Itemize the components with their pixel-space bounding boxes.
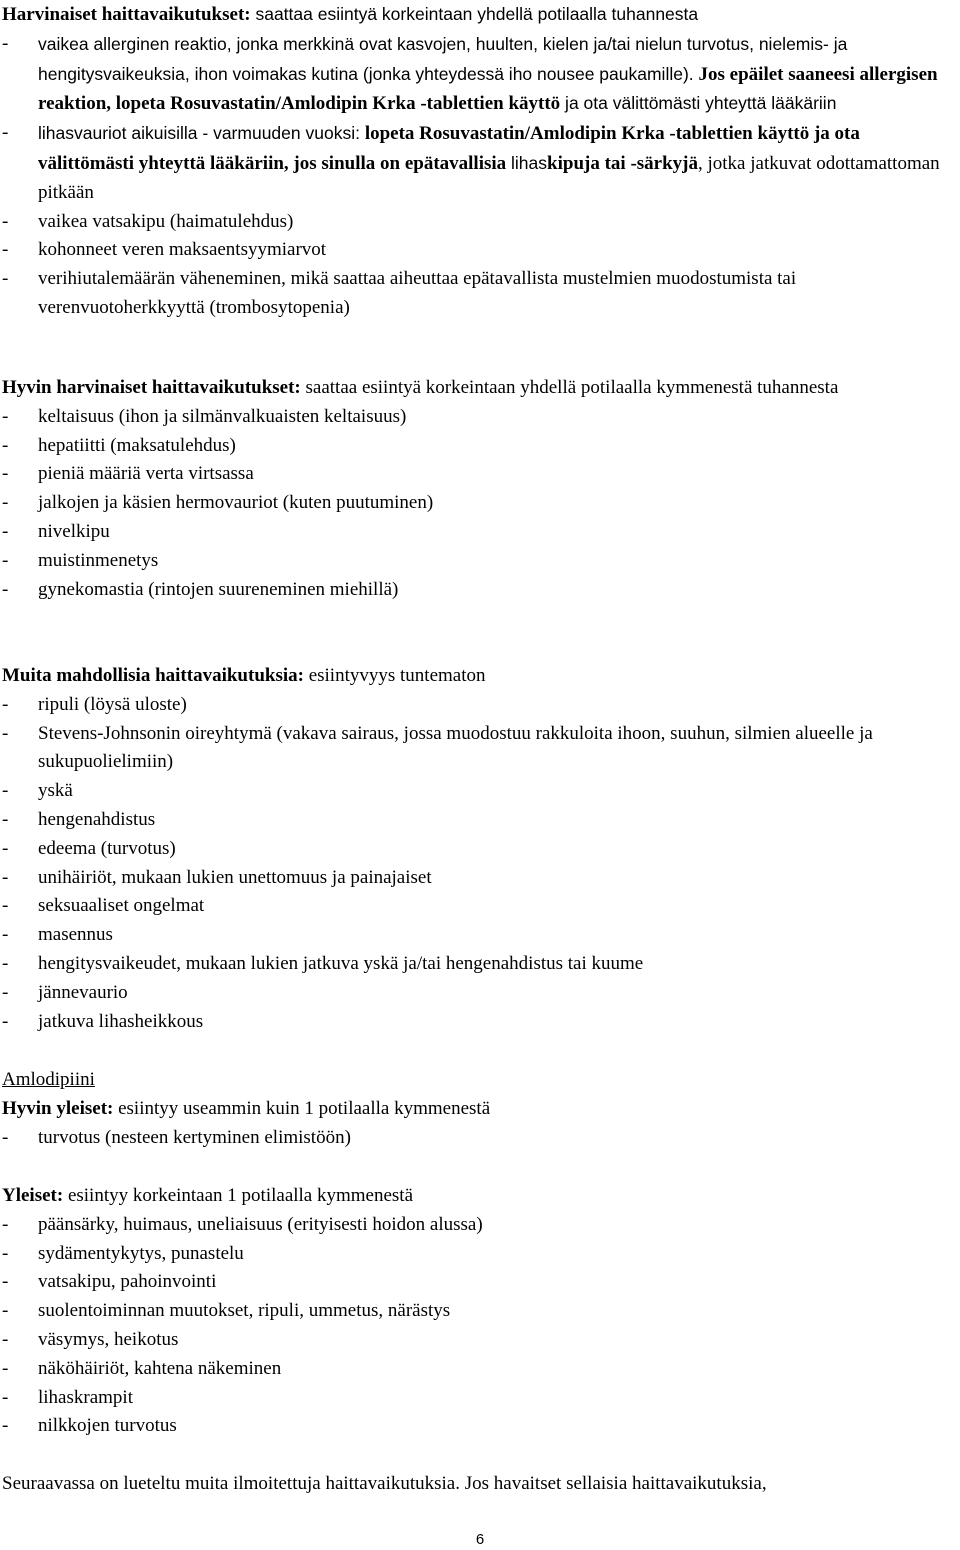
list-item (2, 236, 956, 265)
list-dash: - (2, 722, 9, 744)
list-item (2, 119, 956, 207)
section-heading (2, 374, 956, 403)
item-text: pieniä määriä verta virtsassa (38, 463, 254, 485)
section-title (2, 1066, 956, 1095)
list-dash: - (2, 780, 9, 802)
list-item (2, 30, 956, 119)
list-item (2, 720, 956, 778)
list-item (2, 489, 956, 518)
list-dash: - (2, 981, 9, 1003)
item-text: kohonneet veren maksaentsyymiarvot (38, 239, 327, 261)
list-item (2, 1412, 956, 1441)
item-text: jalkojen ja käsien hermovauriot (kuten puutuminen) (38, 492, 434, 514)
item-text: turvotus (nesteen kertyminen elimistöön) (38, 1126, 351, 1148)
item-text: hengitysvaikeudet, mukaan lukien jatkuva yskä ja/tai hengenahdistus tai kuume (38, 952, 644, 974)
item-text: nilkkojen turvotus (38, 1415, 177, 1437)
list-item (2, 1355, 956, 1384)
section-heading (2, 1182, 956, 1211)
list-dash: - (2, 895, 9, 917)
heading-label: Hyvin yleiset: (2, 1097, 114, 1119)
list-dash: - (2, 952, 9, 974)
heading-text: saattaa esiintyä korkeintaan yhdellä potilaalla kymmenestä tuhannesta (300, 377, 839, 398)
list-item (2, 979, 956, 1008)
item-bold-text: kipuja tai -särkyjä (547, 152, 698, 174)
item-text: keltaisuus (ihon ja silmänvalkuaisten keltaisuus) (38, 405, 407, 427)
heading-label: Harvinaiset haittavaikutukset: (2, 4, 251, 25)
item-text: väsymys, heikotus (38, 1328, 179, 1350)
list-item (2, 1268, 956, 1297)
item-text: lihasvauriot aikuisilla - varmuuden vuoksi: (38, 123, 365, 144)
list-item (2, 518, 956, 547)
list-item (2, 1124, 956, 1153)
item-text: lihaskrampit (38, 1386, 133, 1408)
item-text: masennus (38, 924, 113, 946)
item-text: seksuaaliset ongelmat (38, 895, 205, 917)
heading-label: Yleiset: (2, 1185, 64, 1206)
item-text: muistinmenetys (38, 549, 159, 571)
item-text: yskä (38, 780, 73, 802)
list-dash: - (2, 1386, 9, 1408)
list-dash: - (2, 268, 9, 290)
list-item (2, 777, 956, 806)
list-dash: - (2, 693, 9, 715)
closing-text: Seuraavassa on lueteltu muita ilmoitettuja haittavaikutuksia. Jos havaitset sellaisia haittavaikutuksia, (2, 1473, 767, 1494)
item-text: jännevaurio (38, 981, 128, 1003)
closing-paragraph (2, 1470, 956, 1499)
list-dash: - (2, 239, 9, 261)
item-bold-text: lopeta Rosuvastatin/Amlodipin Krka -tablettien käyttö ja ota välittömästi yhteyttä lääkäriin, jos sinulla on epätavallisia (38, 123, 860, 174)
section-rare (2, 0, 956, 323)
item-text: nivelkipu (38, 520, 110, 542)
list-item (2, 864, 956, 893)
heading-text: esiintyvyys tuntematon (303, 665, 486, 686)
list-item (2, 835, 956, 864)
list-dash: - (2, 1010, 9, 1032)
item-text: päänsärky, huimaus, uneliaisuus (erityisesti hoidon alussa) (38, 1213, 483, 1235)
heading-label: Muita mahdollisia haittavaikutuksia: (2, 665, 304, 686)
list-item (2, 1297, 956, 1326)
item-text: vatsakipu, pahoinvointi (38, 1271, 217, 1293)
list-dash: - (2, 1357, 9, 1379)
section-heading (2, 662, 956, 691)
list-item (2, 1326, 956, 1355)
item-text: hepatiitti (maksatulehdus) (38, 434, 236, 456)
list-dash: - (2, 924, 9, 946)
list-dash: - (2, 549, 9, 571)
list-dash: - (2, 492, 9, 514)
list-dash: - (2, 578, 9, 600)
heading-text: saattaa esiintyä korkeintaan yhdellä potilaalla tuhannesta (250, 4, 699, 24)
list-item (2, 1211, 956, 1240)
list-item (2, 1384, 956, 1413)
subsection-title: Amlodipiini (2, 1069, 95, 1090)
item-text: jatkuva lihasheikkous (38, 1010, 204, 1032)
list-dash: - (2, 1242, 9, 1264)
heading-text: esiintyy useammin kuin 1 potilaalla kymmenestä (113, 1097, 491, 1119)
list-dash: - (2, 1328, 9, 1350)
list-dash: - (2, 1271, 9, 1293)
list-dash: - (2, 1126, 9, 1148)
list-item (2, 950, 956, 979)
list-item (2, 1240, 956, 1269)
list-dash: - (2, 866, 9, 888)
list-item (2, 403, 956, 432)
item-text: Stevens-Johnsonin oireyhtymä (vakava sairaus, jossa muodostuu rakkuloita ihoon, suuhun, silmien alueelle ja sukupuolielimiin) (38, 722, 873, 773)
item-text: vaikea allerginen reaktio, jonka merkkinä ovat kasvojen, huulten, kielen ja/tai nielun turvotus, nielemis- ja hengitysvaikeuksia, ihon voimakas kutina (jonka yhteydessä iho nousee paukamille). (38, 33, 848, 84)
list-item (2, 1008, 956, 1037)
section-very-rare (2, 374, 956, 604)
item-text: hengenahdistus (38, 808, 156, 830)
item-text: suolentoiminnan muutokset, ripuli, ummetus, närästys (38, 1300, 451, 1322)
list-item (2, 460, 956, 489)
section-amlodipine-very-common (2, 1066, 956, 1152)
item-text: edeema (turvotus) (38, 837, 176, 859)
heading-text: esiintyy korkeintaan 1 potilaalla kymmenestä (63, 1185, 414, 1206)
section-heading (2, 0, 956, 30)
item-bold-text: Jos epäilet saaneesi allergisen reaktion, lopeta Rosuvastatin/Amlodipin Krka -tablettien käyttö (38, 63, 938, 115)
item-text: , jotka jatkuvat odottamattoman pitkään (38, 152, 940, 203)
list-item (2, 921, 956, 950)
list-item (2, 208, 956, 237)
item-text: gynekomastia (rintojen suureneminen miehillä) (38, 578, 399, 600)
list-dash: - (2, 1415, 9, 1437)
list-dash: - (2, 837, 9, 859)
section-common (2, 1182, 956, 1441)
list-item (2, 691, 956, 720)
item-text: ja ota välittömästi yhteyttä lääkäriin (560, 93, 837, 114)
list-dash: - (2, 122, 9, 144)
list-dash: - (2, 808, 9, 830)
list-item (2, 432, 956, 461)
list-item (2, 576, 956, 605)
item-text: verihiutalemäärän väheneminen, mikä saattaa aiheuttaa epätavallista mustelmien muodostumista tai verenvuotoherkkyyttä (trombosytopenia) (38, 268, 797, 318)
item-text: lihas (506, 152, 548, 173)
list-item (2, 265, 956, 323)
list-dash: - (2, 1300, 9, 1322)
item-text: vaikea vatsakipu (haimatulehdus) (38, 210, 294, 232)
list-dash: - (2, 520, 9, 542)
item-text: sydämentykytys, punastelu (38, 1242, 244, 1264)
list-dash: - (2, 210, 9, 232)
section-heading (2, 1095, 956, 1124)
section-unknown-frequency (2, 662, 956, 1036)
page-number: 6 (475, 1531, 485, 1548)
list-item (2, 892, 956, 921)
list-dash: - (2, 1213, 9, 1235)
list-dash: - (2, 463, 9, 485)
list-dash: - (2, 434, 9, 456)
list-item (2, 806, 956, 835)
list-item (2, 547, 956, 576)
item-text: näköhäiriöt, kahtena näkeminen (38, 1357, 282, 1379)
list-dash: - (2, 32, 9, 54)
list-dash: - (2, 405, 9, 427)
item-text: unihäiriöt, mukaan lukien unettomuus ja painajaiset (38, 866, 432, 888)
item-text: ripuli (löysä uloste) (38, 693, 187, 715)
heading-label: Hyvin harvinaiset haittavaikutukset: (2, 377, 301, 398)
